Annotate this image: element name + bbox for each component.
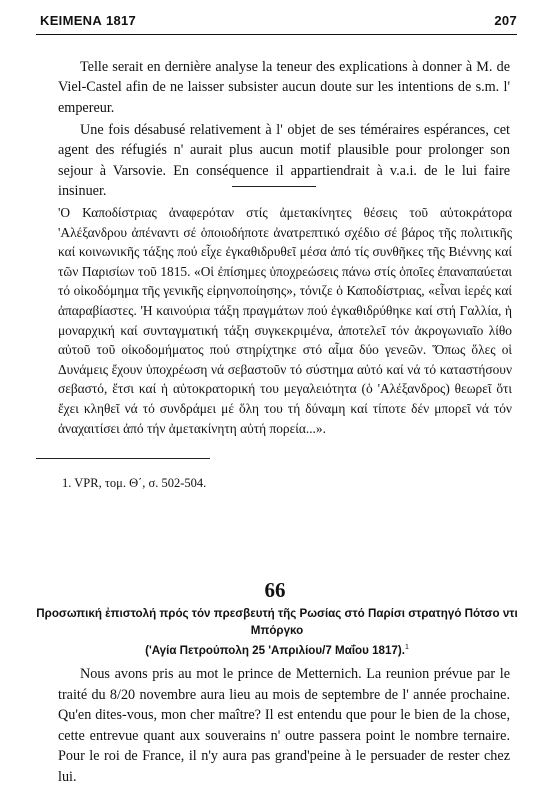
running-title: ΚΕΙΜΕΝΑ 1817 — [40, 13, 137, 28]
footnote-rule — [36, 458, 210, 459]
letter-body — [58, 664, 510, 787]
section-separator — [232, 186, 316, 187]
heading-line-2 — [36, 639, 518, 659]
document-heading — [36, 605, 518, 659]
footnote-marker: 1 — [404, 644, 409, 651]
greek-summary-block — [58, 203, 512, 438]
header-rule — [36, 34, 517, 35]
paragraph-text: Une fois désabusé relativement à l' objet de ses téméraires espérances, cet agent des réfugiés n' aurait plus aucun motif plausible pour prolonger son sejour à Varsovie. En conséquence il appartiendrait à v.a.i. de le lui faire insinuer. — [58, 122, 510, 200]
document-number: 66 — [264, 578, 286, 602]
letter-paragraph: Nous avons pris au mot le prince de Metternich. La reunion prévue par le traité du 8/20 novembre aura lieu au mois de septembre de l' année prochaine. Qu'en dites-vous, mon cher maître? Il est entendu que pour le bien de la chose, cette entrevue quant aux souverains n' outre passera point le nombre ternaire. Pour le roi de France, il n'y aura pas grand'peine à le persuader de rester chez lui. — [58, 666, 510, 785]
paragraph-text: Telle serait en dernière analyse la teneur des explications à donner à M. de Viel-Castel afin de ne laisser subsister aucun doute sur les intentions de s.m. l' empereur. — [58, 59, 510, 116]
heading-line-1: Προσωπική ἐπιστολή πρός τόν πρεσβευτή τῆς Ρωσίας στό Παρίσι στρατηγό Πότσο ντι Μπόργκο — [36, 607, 518, 637]
page-number: 207 — [494, 13, 517, 28]
greek-summary-text: 'Ο Καποδίστριας ἀναφερόταν στίς ἀμετακίνητες θέσεις τοῦ αὐτοκράτορα 'Αλέξανδρου ἀπέναντι σέ ὁποιοδήποτε ἀνατρεπτικό σχέδιο σέ βάρος τῆς πολιτικῆς καί κοινωνικῆς τάξης πού εἶχε ἐγκαθιδρυθεῖ μέσα ἀπό τίς συνθῆκες τῆς Βιέννης καί τῶν Παρισίων τοῦ 1815. «Οἱ ἐπίσημες ὑποχρεώσεις πάνω στίς ὁποῖες ἐπαναπαύεται τό οἰκοδόμημα τῆς γενικῆς εἰρηνοποίησης», τόνιζε ὁ Καποδίστριας, «εἶναι ἱερές καί ἀπαραβίαστες. 'Η καινούρια τάξη πραγμάτων πού ἐγκαθιδρύθηκε καί στή Γαλλία, ἡ μοναρχική καί συνταγματική τάξη συγκεκριμένα, ἀποτελεῖ τόν ἀκρογωνιαῖο λίθο αὐτοῦ τοῦ οἰκοδομήματος πού στηρίχτηκε στό αἷμα δύο γενεῶν. Ὅπως ὅλες οἱ Δυνάμεις ἔχουν ὑποχρέωση νά σεβαστοῦν τό σύστημα αὐτό καί νά τό καταστήσουν σεβαστό, ἔτσι καί ἡ αὐτοκρατορική του μεγαλειότητα (ὁ 'Αλέξανδρος) θεωρεῖ ὅτι ἔχει κληθεῖ νά τό συνδράμει μέ ὅλη του τή δύναμη καί τίποτε δέν μπορεῖ νά τόν ἀναχαιτίσει ἀπό τήν ἀμετακίνητη αὐτή πορεία...». — [58, 205, 512, 436]
french-paragraph-2 — [58, 120, 510, 202]
footnote: 1. VPR, τομ. Θ΄, σ. 502-504. — [62, 476, 207, 490]
heading-date: ('Αγία Πετρούπολη 25 'Απριλίου/7 Μαΐου 1817). — [145, 643, 405, 657]
french-paragraph-1 — [58, 57, 510, 118]
